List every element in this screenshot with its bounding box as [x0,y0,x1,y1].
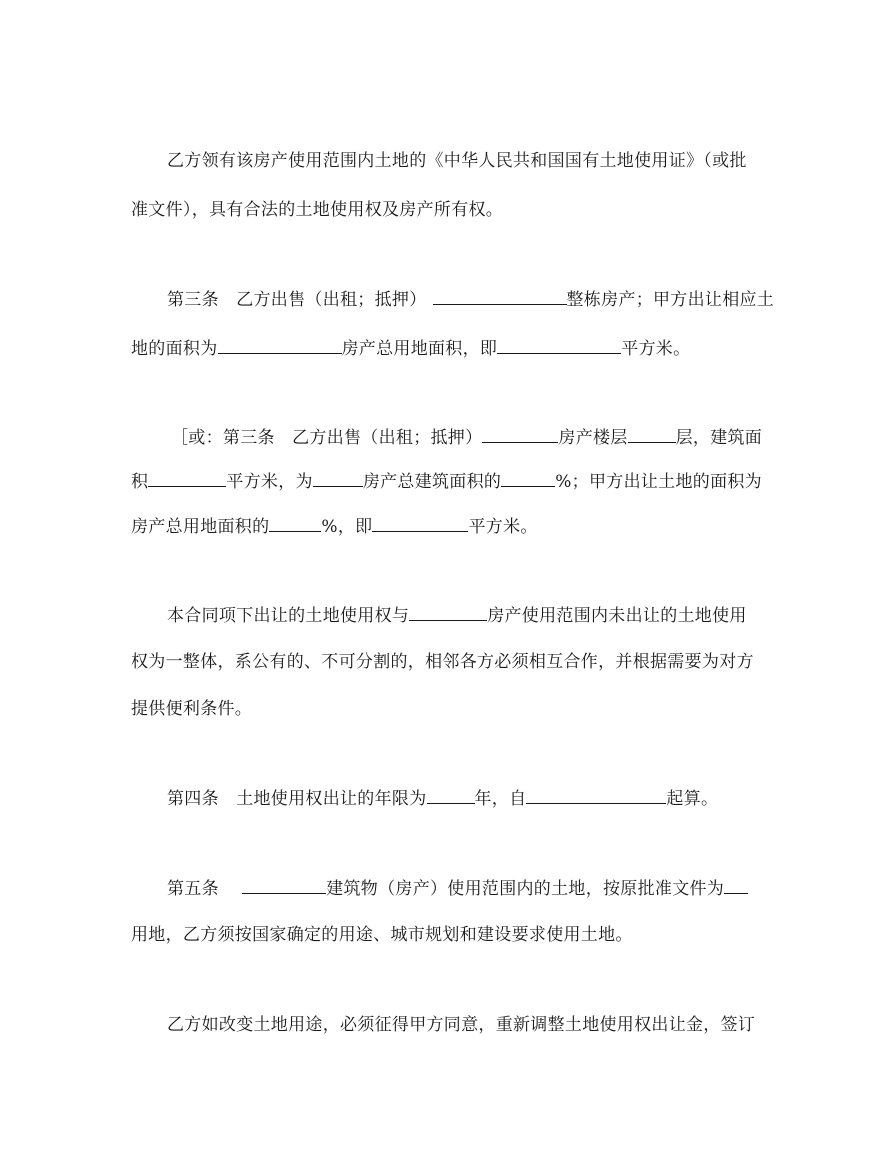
text: 本合同项下出让的土地使用权与 [167,606,410,626]
fill-blank[interactable] [372,515,468,532]
article-3-alt-line-1 [171,426,762,449]
text: %；甲方出让土地的面积为 [555,472,762,492]
fill-blank[interactable] [218,337,342,354]
article-3-alt-line-3 [131,515,538,538]
fill-blank[interactable] [409,604,487,621]
text: 权为一整体，系公有的、不可分割的，相邻各方必须相互合作，并根据需要为对方 [131,652,754,672]
text: 房产总用地面积，即 [341,339,498,359]
fill-blank[interactable] [433,288,567,305]
paragraph-4-line-3 [131,698,252,720]
article-4-line-1 [167,787,718,810]
article-5-line-1 [167,877,748,900]
fill-blank[interactable] [313,470,363,487]
text: 房产总建筑面积的 [362,472,502,492]
text: 乙方如改变土地用途，必须征得甲方同意，重新调整土地使用权出让金，签订 [167,1015,756,1035]
paragraph-1-line-2 [131,199,503,221]
text: 房产楼层 [558,428,628,448]
text: 第三条 乙方出售（出租；抵押） [167,290,427,310]
fill-blank[interactable] [482,426,558,443]
text: 提供便利条件。 [131,699,253,719]
text: 整栋房产；甲方出让相应土 [566,290,775,310]
text: 起算。 [666,789,719,809]
article-3-line-2 [131,337,690,360]
fill-blank[interactable] [427,787,475,804]
text: 乙方领有该房产使用范围内土地的《中华人民共和国国有土地使用证》（或批 [167,151,747,171]
fill-blank[interactable] [501,470,555,487]
article-5-line-2 [131,924,633,946]
text: 平方米，为 [226,472,313,492]
paragraph-4-line-1 [167,604,747,627]
article-3-alt-line-2 [131,470,762,493]
text: 积 [131,472,149,492]
text: 房产使用范围内未出让的土地使用 [487,606,747,626]
text: 准文件），具有合法的土地使用权及房产所有权。 [131,200,504,220]
fill-blank[interactable] [269,515,321,532]
text: 用地，乙方须按国家确定的用途、城市规划和建设要求使用土地。 [131,925,633,945]
fill-blank[interactable] [724,877,748,894]
text: 年，自 [474,789,527,809]
text: 地的面积为 [131,339,218,359]
text: ［或：第三条 乙方出售（出租；抵押） [171,428,483,448]
fill-blank[interactable] [526,787,666,804]
text: 第五条 [167,879,237,899]
fill-blank[interactable] [242,877,326,894]
fill-blank[interactable] [148,470,226,487]
fill-blank[interactable] [497,337,621,354]
text: 层，建筑面 [675,428,763,448]
text: 房产总用地面积的 [131,517,270,537]
paragraph-4-line-2 [131,651,754,673]
text: 建筑物（房产）使用范围内的土地，按原批准文件为 [326,879,725,899]
article-3-line-1 [167,288,774,311]
text: 第四条 土地使用权出让的年限为 [167,789,427,809]
paragraph-1-line-1 [167,150,747,172]
text: 平方米。 [621,339,691,359]
text: 平方米。 [468,517,538,537]
fill-blank[interactable] [628,426,676,443]
text: %，即 [321,517,373,537]
paragraph-7-line-1 [167,1014,755,1036]
